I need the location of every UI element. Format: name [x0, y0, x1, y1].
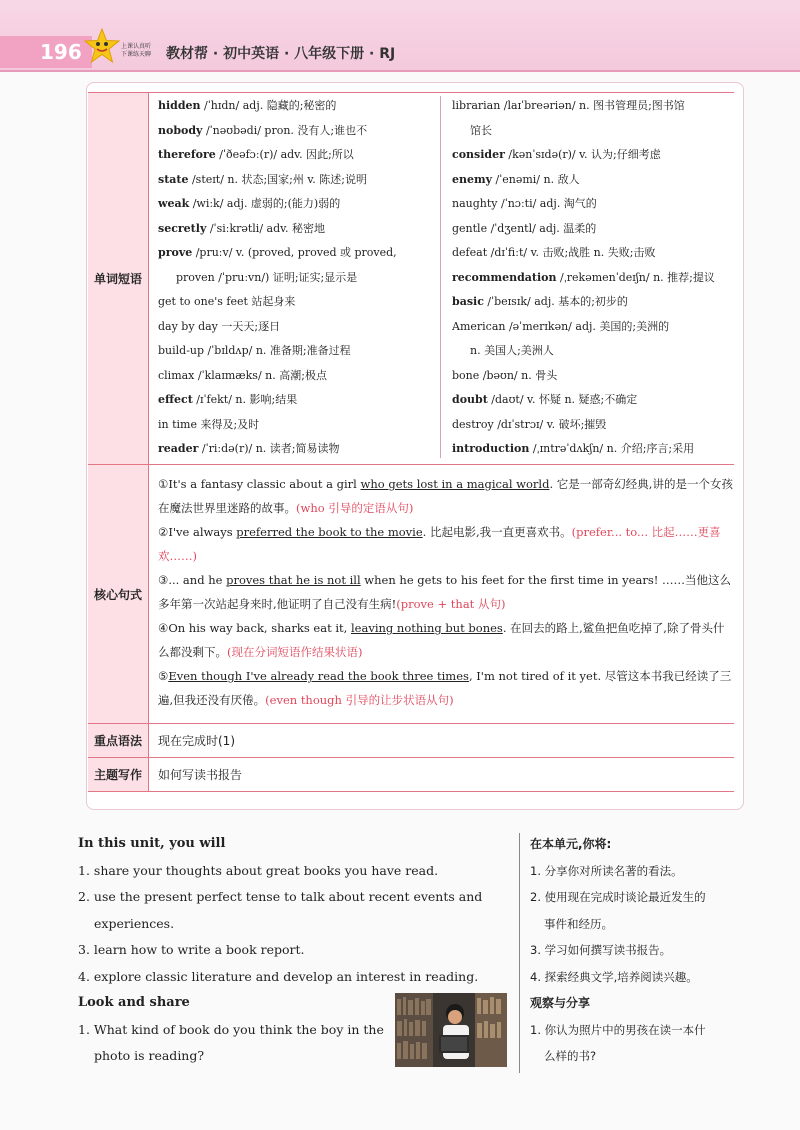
vocab-item: enemy /ˈenəmi/ n. 敌人	[452, 172, 580, 186]
vocab-item: proven /ˈpruːvn/) 证明;证实;显示是	[176, 270, 358, 284]
goal-item: 3. learn how to write a book report.	[78, 942, 305, 957]
vocab-item: secretly /ˈsiːkrətli/ adv. 秘密地	[158, 221, 326, 235]
goal-item-zh: 1. 分享你对所读名著的看法。	[530, 863, 683, 878]
vocab-item: reader /ˈriːdə(r)/ n. 读者;简易读物	[158, 442, 340, 455]
unit-goals-heading: In this unit, you will	[78, 836, 226, 851]
vocab-item: doubt /daʊt/ v. 怀疑 n. 疑惑;不确定	[452, 393, 638, 406]
table-border-bottom	[88, 791, 734, 792]
vocab-item: recommendation /ˌrekəmenˈdeɪʃn/ n. 推荐;提议	[452, 270, 715, 284]
question-line-zh-continued: 么样的书?	[544, 1049, 597, 1063]
goal-item-zh-continued: 事件和经历。	[544, 916, 613, 931]
vocab-item: hidden /ˈhɪdn/ adj. 隐藏的;秘密的	[158, 99, 337, 112]
vocab-item: gentle /ˈdʒentl/ adj. 温柔的	[452, 221, 597, 235]
tagline	[121, 43, 151, 59]
vocab-item: build-up /ˈbɪldʌp/ n. 准备期;准备过程	[158, 344, 351, 357]
writing-text: 如何写读书报告	[158, 768, 243, 782]
question-line-continued: photo is reading?	[94, 1048, 205, 1063]
tagline-line-1: 上课认真听	[121, 43, 152, 50]
key-sentence: ④On his way back, sharks eat it, leaving nothing but bones. 在回去的路上,鲨鱼把鱼吃掉了,除了骨头什么都没剩下。(现在分词短语作结果状语)	[158, 621, 725, 659]
goal-item-zh: 3. 学习如何撰写读书报告。	[530, 943, 672, 957]
goal-item-zh: 2. 使用现在完成时谈论最近发生的	[530, 890, 706, 904]
key-sentence: ③... and he proves that he is not ill when he gets to his feet for the first time in years! ……当他这么多年第一次站起身来时,他证明了自己没有生病!(prove + that 从句)	[158, 573, 732, 611]
table-border-top	[88, 92, 734, 93]
vocab-item: state /steɪt/ n. 状态;国家;州 v. 陈述;说明	[158, 172, 367, 186]
tagline-line-2: 下课练天聊	[121, 51, 152, 58]
label-vocab: 单词短语	[88, 92, 148, 464]
question-line: 1. What kind of book do you think the boy in the	[78, 1021, 384, 1037]
star-mascot-icon	[84, 28, 120, 64]
vocab-item: prove /pruːv/ v. (proved, proved 或 proved,	[158, 246, 397, 259]
key-sentence: ②I've always preferred the book to the movie. 比起电影,我一直更喜欢书。(prefer... to... 比起……更喜欢……)	[158, 525, 721, 563]
goal-item: 4. explore classic literature and develop an interest in reading.	[78, 968, 479, 984]
look-and-share-heading: Look and share	[78, 995, 190, 1010]
vocab-item: effect /ɪˈfekt/ n. 影响;结果	[158, 393, 298, 406]
vocab-item: American /əˈmerɪkən/ adj. 美国的;美洲的	[452, 319, 670, 333]
table-divider	[88, 757, 734, 758]
vocab-right-list	[452, 94, 715, 462]
key-sentence-list	[158, 472, 733, 712]
grammar-text: 现在完成时(1)	[158, 734, 235, 748]
page-number: 196	[0, 36, 92, 68]
label-grammar: 重点语法	[88, 724, 148, 757]
table-column-divider	[148, 92, 149, 791]
goal-item-continued: experiences.	[94, 915, 175, 931]
vocab-column-divider	[440, 96, 441, 458]
key-sentence: ①It's a fantasy classic about a girl who gets lost in a magical world. 它是一部奇幻经典,讲的是一个女孩在魔法世界里迷路的故事。(who 引导的定语从句)	[158, 477, 733, 515]
header-divider	[0, 70, 800, 72]
unit-goals-heading-zh: 在本单元,你将:	[530, 837, 612, 851]
book-title: 教材帮 · 初中英语 · 八年级下册 · RJ	[166, 46, 396, 62]
column-divider	[519, 833, 520, 1073]
goal-item-zh: 4. 探索经典文学,培养阅读兴趣。	[530, 969, 698, 984]
label-sentences: 核心句式	[88, 465, 148, 723]
boy-reading-photo	[395, 993, 507, 1067]
vocab-item: defeat /dɪˈfiːt/ v. 击败;战胜 n. 失败;击败	[452, 246, 656, 259]
vocab-item: therefore /ˈðeəfɔː(r)/ adv. 因此;所以	[158, 148, 354, 161]
vocab-item: naughty /ˈnɔːti/ adj. 淘气的	[452, 197, 597, 210]
vocab-item: day by day 一天天;逐日	[158, 319, 281, 333]
page-header	[0, 0, 800, 72]
unit-goals-zh	[530, 831, 770, 1070]
label-writing: 主题写作	[88, 758, 148, 791]
goal-item: 2. use the present perfect tense to talk about recent events and	[78, 889, 483, 904]
vocab-item: destroy /dɪˈstrɔɪ/ v. 破坏;摧毁	[452, 417, 607, 431]
vocab-item: bone /bəʊn/ n. 骨头	[452, 368, 558, 382]
vocab-item: consider /kənˈsɪdə(r)/ v. 认为;仔细考虑	[452, 148, 661, 161]
look-and-share-heading-zh: 观察与分享	[530, 996, 591, 1010]
vocab-item: weak /wiːk/ adj. 虚弱的;(能力)弱的	[158, 197, 341, 210]
key-sentence: ⑤Even though I've already read the book three times, I'm not tired of it yet. 尽管这本书我已经读了三遍,但我还没有厌倦。(even though 引导的让步状语从句)	[158, 669, 732, 707]
vocab-item: climax /ˈklaɪmæks/ n. 高潮;极点	[158, 368, 327, 382]
vocab-item: nobody /ˈnəʊbədi/ pron. 没有人;谁也不	[158, 123, 368, 137]
question-line-zh: 1. 你认为照片中的男孩在读一本什	[530, 1022, 706, 1037]
goal-item: 1. share your thoughts about great books you have read.	[78, 862, 439, 878]
vocab-item: introduction /ˌɪntrəˈdʌkʃn/ n. 介绍;序言;采用	[452, 442, 695, 455]
vocab-item: n. 美国人;美洲人	[470, 344, 554, 357]
vocab-item: basic /ˈbeɪsɪk/ adj. 基本的;初步的	[452, 295, 628, 308]
vocab-left-list	[158, 94, 397, 462]
vocab-item: librarian /laɪˈbreəriən/ n. 图书管理员;图书馆	[452, 99, 685, 112]
vocab-item: in time 来得及;及时	[158, 417, 260, 431]
vocab-item: 馆长	[470, 123, 492, 137]
table-divider	[88, 464, 734, 465]
vocab-item: get to one's feet 站起身来	[158, 295, 296, 308]
table-divider	[88, 723, 734, 724]
